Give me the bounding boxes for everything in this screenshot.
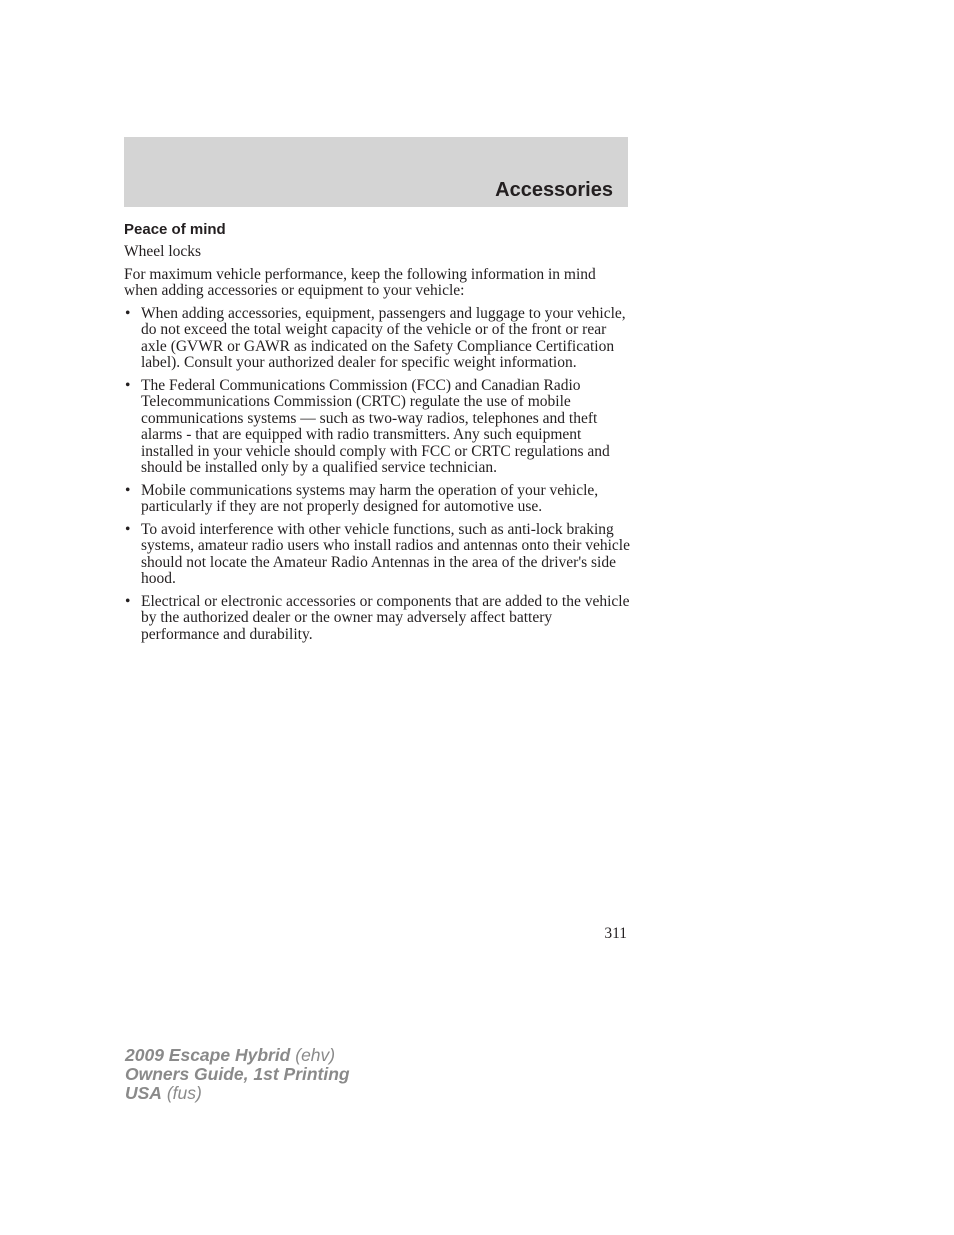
chapter-header-band — [124, 137, 628, 207]
list-item-text: To avoid interference with other vehicle functions, such as anti-lock braking systems, amateur radio users who install radios and antennas onto their vehicle should not locate the Amateur Radio Antennas in the area of the driver's side hood. — [141, 520, 630, 587]
bullet-list — [124, 306, 630, 644]
intro-paragraph: For maximum vehicle performance, keep the following information in mind when adding accessories or equipment to your vehicle: — [124, 265, 596, 299]
list-item-text: Mobile communications systems may harm the operation of your vehicle, particularly if they are not properly designed for automotive use. — [141, 481, 599, 515]
bullet-icon: • — [125, 481, 131, 499]
chapter-title: Accessories — [495, 179, 613, 201]
footer-line-3 — [125, 1084, 350, 1103]
footer-line-2: Owners Guide, 1st Printing — [125, 1064, 350, 1084]
list-item — [124, 378, 630, 477]
list-item — [124, 306, 630, 372]
bullet-icon: • — [125, 304, 131, 322]
bullet-icon: • — [125, 592, 131, 610]
list-item-text: The Federal Communications Commission (FCC) and Canadian Radio Telecommunications Commission (CRTC) regulate the use of mobile communications systems — such as two-way radios, telephones and theft alarms - that are equipped with radio transmitters. Any such equipment installed in your vehicle should comply with FCC or CRTC regulations and should be installed only by a qualified service technician. — [141, 376, 610, 476]
footer-market: USA — [125, 1083, 162, 1103]
footer-model-code: (ehv) — [290, 1045, 336, 1065]
subheading: Wheel locks — [124, 243, 202, 260]
footer-model: 2009 Escape Hybrid — [125, 1045, 291, 1065]
list-item — [124, 594, 630, 644]
page-number: 311 — [604, 925, 627, 942]
footer-imprint — [125, 1046, 350, 1103]
footer-line-1 — [125, 1046, 350, 1065]
list-item — [124, 522, 630, 588]
list-item-text: Electrical or electronic accessories or components that are added to the vehicle by the authorized dealer or the owner may adversely affect battery performance and durability. — [141, 592, 630, 643]
bullet-icon: • — [125, 376, 131, 394]
list-item-text: When adding accessories, equipment, passengers and luggage to your vehicle, do not exceed the total weight capacity of the vehicle or of the front or rear axle (GVWR or GAWR as indicated on the Safety Compliance Certification label). Consult your authorized dealer for specific weight information. — [141, 304, 626, 371]
footer-market-code: (fus) — [161, 1083, 202, 1103]
list-item — [124, 483, 630, 516]
section-heading: Peace of mind — [124, 221, 226, 238]
page-content — [124, 219, 630, 649]
bullet-icon: • — [125, 520, 131, 538]
